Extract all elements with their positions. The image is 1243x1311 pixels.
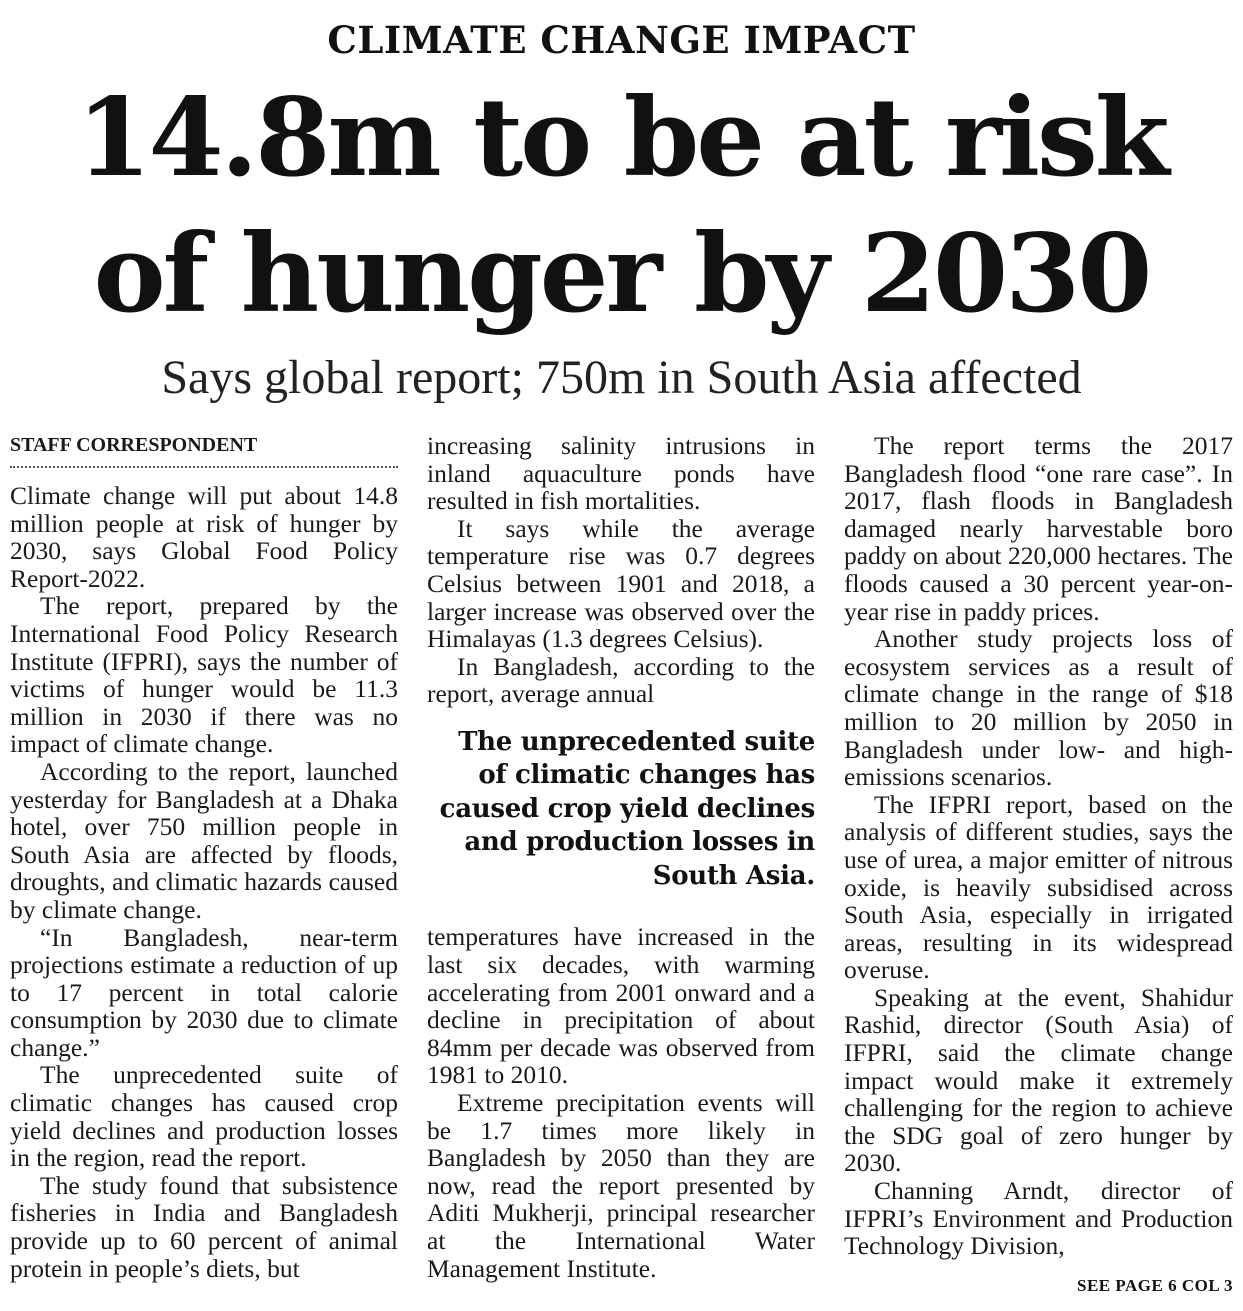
paragraph: According to the report, launched yesterday for Bangladesh at a Dhaka hotel, over 750 million people in South Asia are affected by floods, droughts, and climatic hazards caused by climate change. xyxy=(10,756,398,924)
pull-quote: The unprecedented suite of climatic changes has caused crop yield declines and production losses in South Asia. xyxy=(439,726,815,891)
paragraph: Speaking at the event, Shahidur Rashid, director (South Asia) of IFPRI, said the climate change impact would make it extremely challenging for the region to achieve the SDG goal of zero hunger by 2030. xyxy=(844,982,1233,1178)
subheadline: Says global report; 750m in South Asia affected xyxy=(161,351,1082,404)
byline: STAFF CORRESPONDENT xyxy=(10,432,398,468)
paragraph: increasing salinity intrusions in inland aquaculture ponds have resulted in fish mortalities. xyxy=(427,431,815,516)
paragraph: The report terms the 2017 Bangladesh flood “one rare case”. In 2017, flash floods in Bangladesh damaged nearly harvestable boro paddy on about 220,000 hectares. The floods caused a 30 percent year-on-year rise in paddy prices. xyxy=(844,431,1233,626)
paragraph: Channing Arndt, director of IFPRI’s Environment and Production Technology Division, xyxy=(844,1176,1233,1261)
article-column-1 xyxy=(10,432,398,1282)
paragraph: Extreme precipitation events will be 1.7 times more likely in Bangladesh by 2050 than they are now, read the report presented by Aditi Mukherji, principal researcher at the International Water Management Institute. xyxy=(427,1088,815,1283)
headline-line-1: 14.8m to be at risk xyxy=(76,75,1167,201)
paragraph: Climate change will put about 14.8 million people at risk of hunger by 2030, says Global Food Policy Report-2022. xyxy=(10,481,398,593)
continuation-jump-line: SEE PAGE 6 COL 3 xyxy=(1077,1276,1233,1295)
article-column-3 xyxy=(844,432,1233,1260)
paragraph: “In Bangladesh, near-term projections estimate a reduction of up to 17 percent in total calorie consumption by 2030 due to climate change.” xyxy=(10,922,398,1062)
headline-line-2: of hunger by 2030 xyxy=(93,211,1150,337)
paragraph: temperatures have increased in the last six decades, with warming accelerating from 2001 onward and a decline in precipitation of about 84mm per decade was observed from 1981 to 2010. xyxy=(427,922,815,1090)
paragraph: The unprecedented suite of climatic changes has caused crop yield declines and production losses in the region, read the report. xyxy=(10,1060,398,1173)
paragraph: The IFPRI report, based on the analysis of different studies, says the use of urea, a major emitter of nitrous oxide, is heavily subsidised across South Asia, especially in irrigated areas, resulting in its widespread overuse. xyxy=(844,789,1233,985)
paragraph: It says while the average temperature rise was 0.7 degrees Celsius between 1901 and 2018, a larger increase was observed over the Himalayas (1.3 degrees Celsius). xyxy=(427,513,815,654)
article-column-2 xyxy=(427,432,815,1282)
paragraph: The study found that subsistence fisheries in India and Bangladesh provide up to 60 percent of animal protein in people’s diets, but xyxy=(10,1170,398,1283)
section-kicker: CLIMATE CHANGE IMPACT xyxy=(327,18,916,62)
paragraph: The report, prepared by the International Food Policy Research Institute (IFPRI), says the number of victims of hunger would be 11.3 million in 2030 if there was no impact of climate change. xyxy=(10,591,398,759)
paragraph: In Bangladesh, according to the report, average annual xyxy=(427,651,815,709)
headline xyxy=(0,70,1243,342)
paragraph: Another study projects loss of ecosystem services as a result of climate change in the range of $18 million to 20 million by 2050 in Bangladesh under low- and high-emissions scenarios. xyxy=(844,624,1233,792)
